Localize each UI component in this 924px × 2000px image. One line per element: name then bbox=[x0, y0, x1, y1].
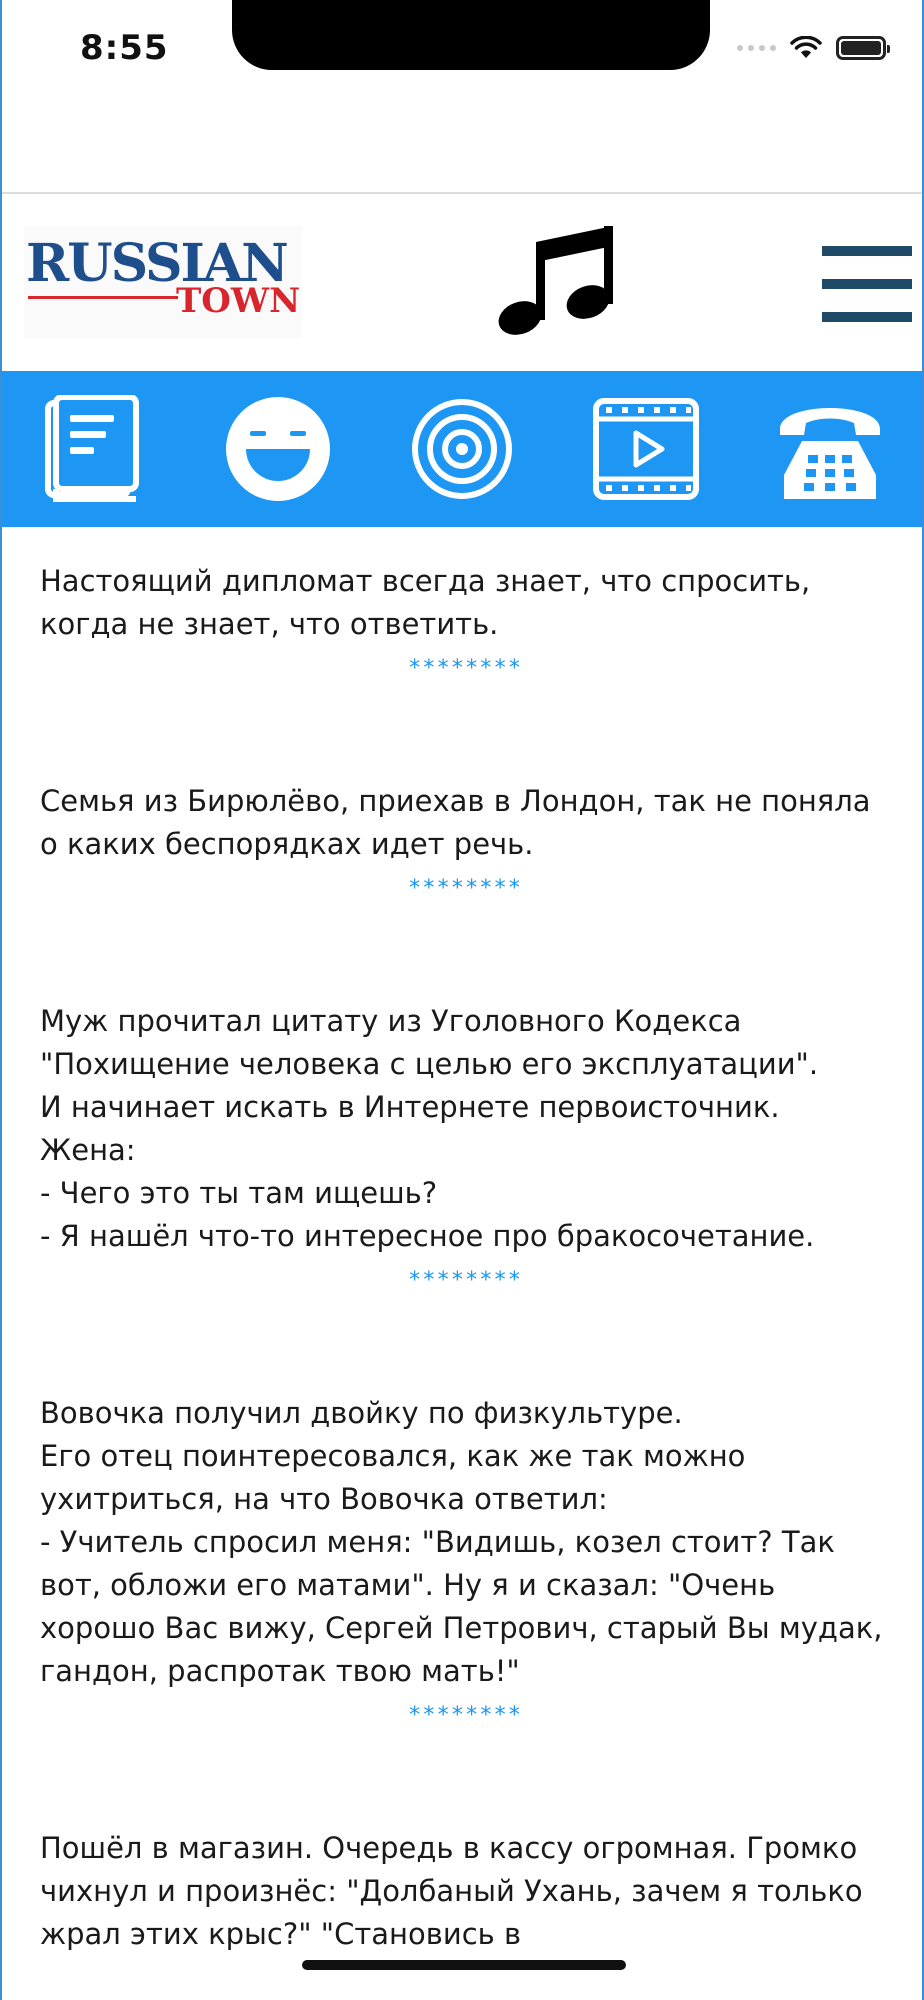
joke-item bbox=[40, 1392, 890, 1731]
hamburger-menu-button[interactable] bbox=[822, 246, 912, 322]
joke-text: Вовочка получил двойку по физкультуре. Его отец поинтересовался, как же так можно ухитриться, на что Вовочка ответил: - Учитель спросил меня: "Видишь, козел стоит? Так вот, обложи его матами". Ну я и сказал: "Очень хорошо Вас вижу, Сергей Петрович, старый Вы мудак, гандон, распротак твою мать!" bbox=[40, 1396, 883, 1688]
joke-text: Настоящий дипломат всегда знает, что спросить, когда не знает, что ответить. bbox=[40, 564, 811, 641]
joke-item bbox=[40, 1827, 890, 1956]
nav-item-target[interactable] bbox=[402, 389, 522, 509]
menu-bar-top bbox=[822, 246, 912, 256]
joke-feed[interactable] bbox=[40, 560, 890, 2000]
joke-text: Семья из Бирюлёво, приехав в Лондон, так не поняла о каких беспорядках идет речь. bbox=[40, 784, 871, 861]
menu-bar-bottom bbox=[822, 312, 912, 322]
status-bar bbox=[2, 0, 922, 110]
joke-separator: ******** bbox=[408, 1703, 522, 1728]
music-button[interactable] bbox=[492, 220, 622, 340]
telephone-icon bbox=[776, 395, 884, 503]
cellular-signal-icon bbox=[737, 45, 776, 51]
news-book-icon bbox=[42, 395, 146, 503]
nav-item-video[interactable] bbox=[586, 389, 706, 509]
joke-text: Пошёл в магазин. Очередь в кассу огромная. Громко чихнул и произнёс: "Долбаный Ухань, зачем я только жрал этих крыс?" "Становись в bbox=[40, 1831, 863, 1951]
nav-item-contacts[interactable] bbox=[770, 389, 890, 509]
app-header bbox=[2, 194, 922, 370]
category-nav-bar bbox=[2, 371, 922, 527]
status-icons bbox=[737, 36, 886, 60]
joke-item bbox=[40, 780, 890, 904]
joke-text: Муж прочитал цитату из Уголовного Кодекса "Похищение человека с целью его эксплуатации". И начинает искать в Интернете первоисточник. Жена: - Чего это ты там ищешь? - Я нашёл что-то интересное про бракосочетание. bbox=[40, 1004, 819, 1253]
russian-town-logo[interactable] bbox=[24, 226, 302, 338]
wifi-icon bbox=[790, 36, 822, 60]
joke-separator: ******** bbox=[408, 1268, 522, 1293]
target-icon bbox=[410, 397, 514, 501]
music-note-icon bbox=[492, 220, 622, 340]
menu-bar-middle bbox=[822, 279, 912, 289]
logo-text-town: TOWN bbox=[176, 281, 301, 321]
nav-item-news[interactable] bbox=[34, 389, 154, 509]
status-time: 8:55 bbox=[80, 28, 169, 68]
home-indicator[interactable] bbox=[302, 1960, 626, 1970]
device-notch bbox=[232, 0, 710, 70]
video-player-icon bbox=[592, 397, 700, 501]
logo-text-russian: RUSSIAN bbox=[26, 233, 287, 294]
joke-item bbox=[40, 1000, 890, 1296]
joke-separator: ******** bbox=[408, 656, 522, 681]
logo-underline bbox=[28, 296, 178, 299]
battery-icon bbox=[836, 36, 886, 60]
joke-item bbox=[40, 560, 890, 684]
nav-item-jokes[interactable] bbox=[218, 389, 338, 509]
joke-separator: ******** bbox=[408, 876, 522, 901]
smiley-face-icon bbox=[222, 393, 334, 505]
